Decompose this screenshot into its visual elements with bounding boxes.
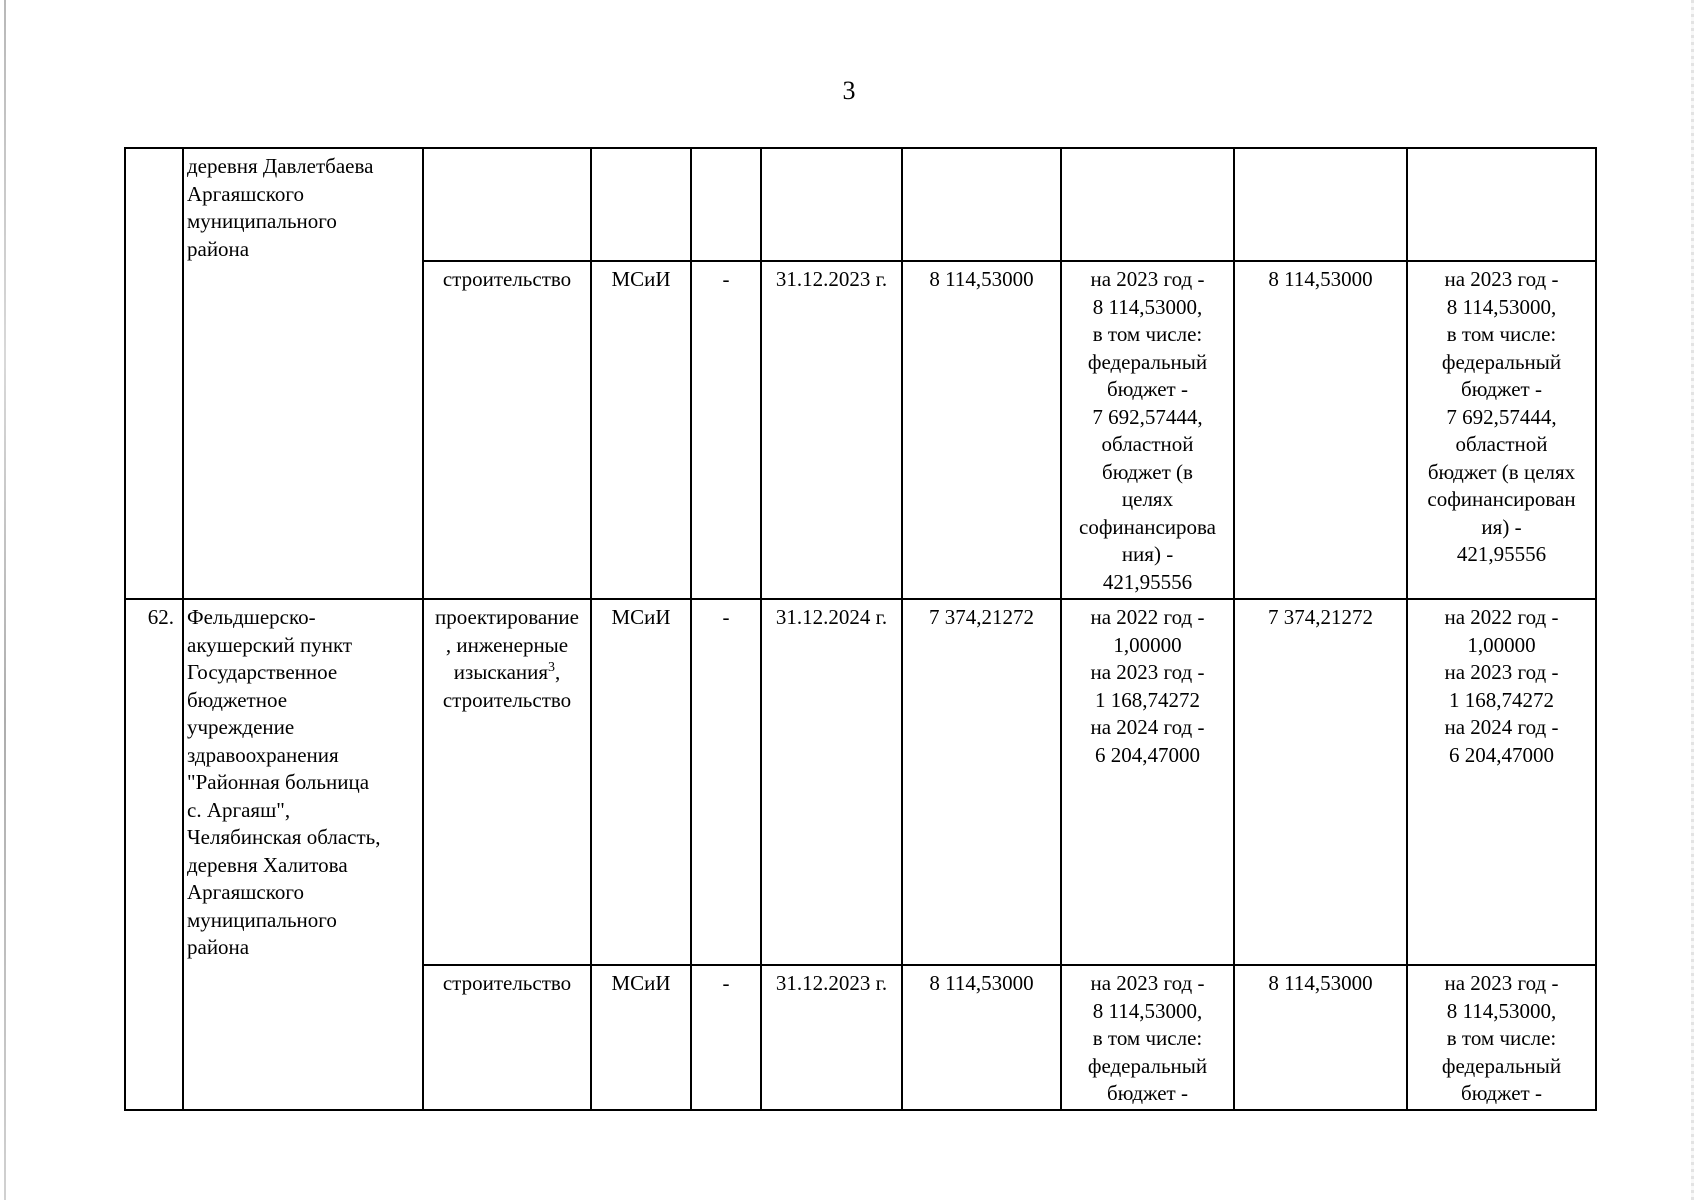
object-name-cell: деревня Давлетбаева Аргаяшского муниципального района	[183, 148, 423, 599]
customer-cell	[591, 148, 691, 261]
limit-financing-cell	[1407, 148, 1596, 261]
work-type-cell	[423, 148, 591, 261]
work-type-cell: строительство	[423, 261, 591, 599]
row-number-cell: 62.	[125, 599, 183, 1110]
financing-cell	[1061, 148, 1234, 261]
limit-cell: 8 114,53000	[1234, 965, 1407, 1110]
dash-cell: -	[691, 965, 761, 1110]
limit-financing-cell: на 2023 год - 8 114,53000, в том числе: федеральный бюджет -	[1407, 965, 1596, 1110]
cost-cell: 7 374,21272	[902, 599, 1061, 965]
limit-cell: 8 114,53000	[1234, 261, 1407, 599]
customer-cell: МСиИ	[591, 261, 691, 599]
deadline-cell: 31.12.2023 г.	[761, 261, 902, 599]
row-number-cell	[125, 148, 183, 599]
page-number: 3	[842, 76, 856, 105]
dash-cell: -	[691, 599, 761, 965]
cost-cell: 8 114,53000	[902, 261, 1061, 599]
work-type-cell	[423, 599, 591, 965]
limit-cell: 7 374,21272	[1234, 599, 1407, 965]
customer-cell: МСиИ	[591, 599, 691, 965]
work-type-text: проектирование , инженерные изыскания	[435, 605, 579, 684]
scan-edge-left	[4, 0, 6, 1200]
dash-cell	[691, 148, 761, 261]
table-row	[125, 599, 1596, 965]
customer-cell: МСиИ	[591, 965, 691, 1110]
object-name-cell: Фельдшерско- акушерский пункт Государственное бюджетное учреждение здравоохранения "Районная больница с. Аргаяш", Челябинская область, деревня Халитова Аргаяшского муниципального района	[183, 599, 423, 1110]
cost-cell	[902, 148, 1061, 261]
deadline-cell: 31.12.2024 г.	[761, 599, 902, 965]
work-type-cell: строительство	[423, 965, 591, 1110]
footnote-marker: 3	[548, 660, 556, 675]
cost-cell: 8 114,53000	[902, 965, 1061, 1110]
deadline-cell	[761, 148, 902, 261]
table-row	[125, 148, 1596, 261]
dash-cell: -	[691, 261, 761, 599]
financing-cell: на 2023 год - 8 114,53000, в том числе: федеральный бюджет - 7 692,57444, областной бюджет (в целях софинансирова ния) - 421,95556	[1061, 261, 1234, 599]
work-type-text-tail: , строительство	[442, 660, 572, 712]
limit-financing-cell: на 2023 год - 8 114,53000, в том числе: федеральный бюджет - 7 692,57444, областной бюджет (в целях софинансирован ия) - 421,95556	[1407, 261, 1596, 599]
financing-cell: на 2023 год - 8 114,53000, в том числе: федеральный бюджет -	[1061, 965, 1234, 1110]
financing-cell: на 2022 год - 1,00000 на 2023 год - 1 168,74272 на 2024 год - 6 204,47000	[1061, 599, 1234, 965]
limit-financing-cell: на 2022 год - 1,00000 на 2023 год - 1 168,74272 на 2024 год - 6 204,47000	[1407, 599, 1596, 965]
scan-edge-right	[1691, 0, 1694, 1200]
limit-cell	[1234, 148, 1407, 261]
deadline-cell: 31.12.2023 г.	[761, 965, 902, 1110]
objects-table	[124, 147, 1597, 1111]
